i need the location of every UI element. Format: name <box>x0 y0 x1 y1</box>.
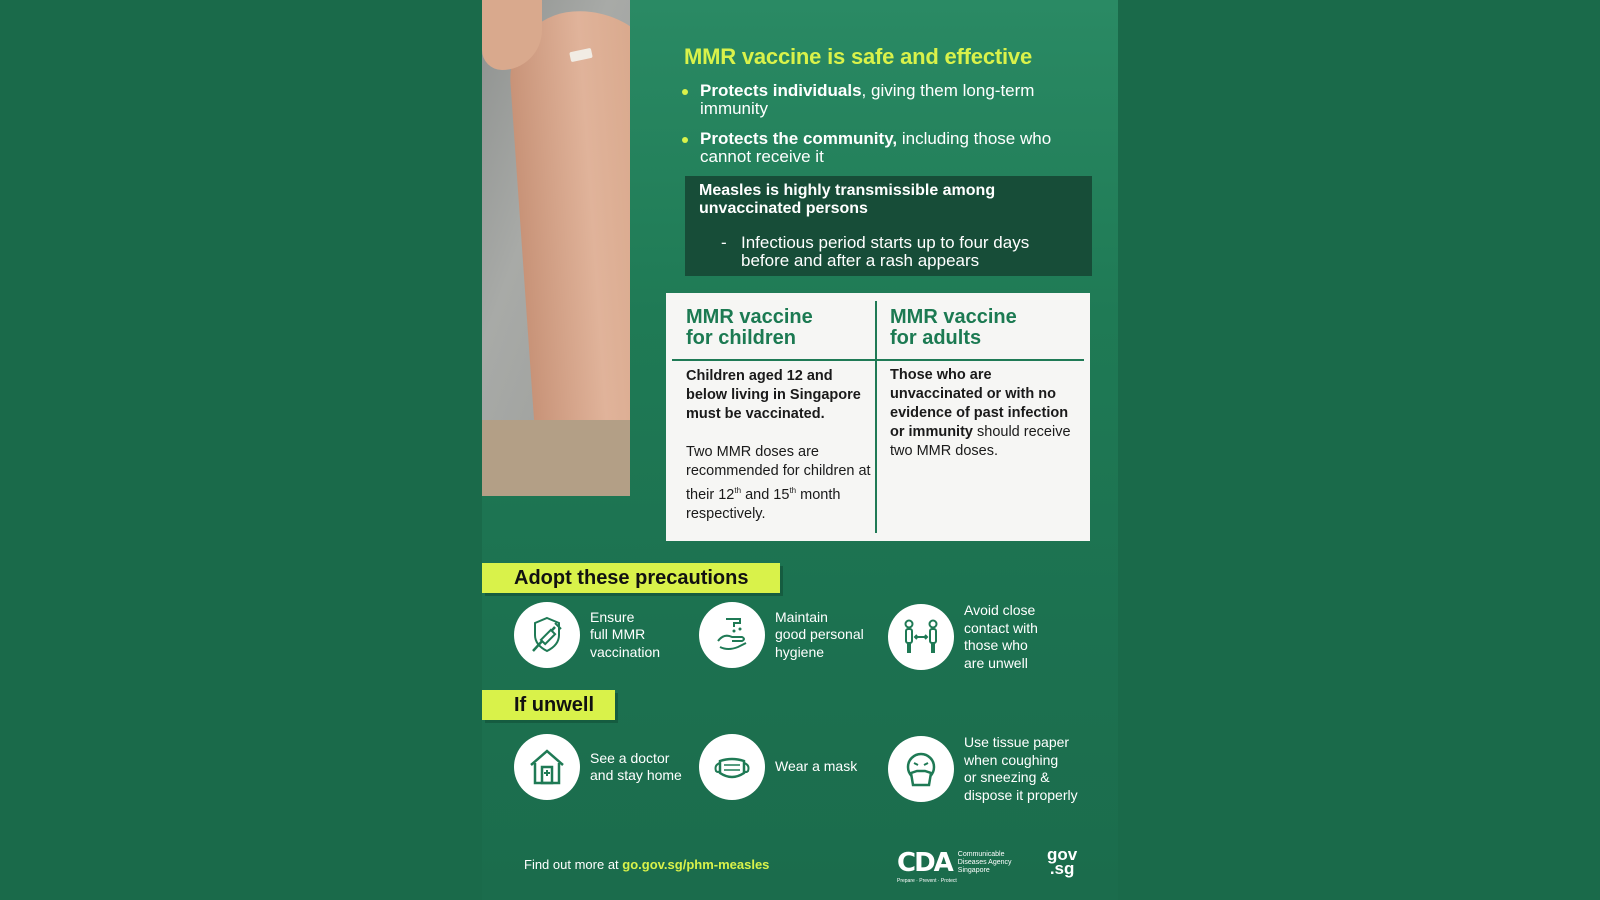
label-line: Wear a mask <box>775 758 858 775</box>
precaution-label <box>964 602 1038 672</box>
pants <box>482 420 630 496</box>
benefit-rest: , giving them long-term immunity <box>700 81 1035 118</box>
label-line: vaccination <box>590 643 661 660</box>
footer-prefix: Find out more at <box>524 857 623 872</box>
unwell-icon-circle <box>514 734 580 800</box>
precaution-icon-circle <box>514 602 580 668</box>
arm-photo <box>482 0 630 496</box>
headline: MMR vaccine is safe and effective <box>684 44 1032 69</box>
adults-header <box>890 307 1017 349</box>
adults-header-line: MMR vaccine <box>890 306 1017 328</box>
benefit-bold: Protects the community, <box>700 129 898 148</box>
precaution-item <box>514 602 660 668</box>
unwell-item <box>514 734 682 800</box>
gov-logo-line: .sg <box>1049 859 1075 878</box>
benefit-item <box>682 130 1092 166</box>
footer-cta <box>524 857 769 872</box>
adults-recommendation: should receive two MMR doses. <box>890 424 1071 459</box>
adults-header-line: for adults <box>890 327 982 349</box>
home-icon <box>525 745 569 789</box>
label-line: and stay home <box>590 767 682 783</box>
measles-box-detail: Infectious period starts up to four days before and after a rash appears <box>741 233 1030 270</box>
label-line: See a doctor <box>590 749 670 766</box>
benefit-bold: Protects individuals <box>700 81 862 100</box>
adults-body <box>890 366 1086 461</box>
unwell-item <box>888 734 1078 804</box>
precautions-heading: Adopt these precautions <box>482 563 780 593</box>
precaution-item <box>888 602 1038 672</box>
distancing-icon <box>899 615 943 659</box>
precaution-item <box>699 602 864 668</box>
label-line: full MMR <box>590 626 646 643</box>
label-line: Ensure <box>590 608 635 625</box>
precaution-icon-circle <box>888 604 954 670</box>
precaution-icon-circle <box>699 602 765 668</box>
label-line: dispose it properly <box>964 786 1078 803</box>
children-requirement: Children aged 12 and below living in Singapore must be vaccinated. <box>686 368 861 422</box>
precaution-label <box>775 609 864 662</box>
benefit-list <box>682 82 1092 178</box>
tissue-sneeze-icon <box>899 747 943 791</box>
measles-info-box <box>685 176 1092 276</box>
measles-box-title: Measles is highly transmissible among unvaccinated persons <box>699 182 996 217</box>
precaution-label <box>590 609 660 662</box>
if-unwell-heading: If unwell <box>482 690 615 720</box>
table-divider-vertical <box>875 301 877 533</box>
label-line: Avoid close <box>964 602 1036 618</box>
ordinal-suffix: th <box>734 486 742 495</box>
cda-name-line: Diseases Agency <box>957 859 1012 866</box>
benefit-item <box>682 82 1092 118</box>
children-body <box>686 367 872 524</box>
label-line: contact with <box>964 619 1038 636</box>
gov-logo-line: gov <box>1047 845 1078 864</box>
dose-text: Two MMR doses are recommended for children at their 12 <box>686 444 871 503</box>
label-line: when coughing <box>964 751 1059 768</box>
measles-info-link[interactable]: go.gov.sg/phm-measles <box>622 857 770 872</box>
unwell-label <box>964 734 1078 804</box>
vaccine-table <box>666 293 1090 541</box>
cda-name-line: Communicable <box>957 851 1005 858</box>
cda-mark: CDA <box>897 848 952 878</box>
measles-box-detail-row <box>699 234 1078 270</box>
children-header-line: MMR vaccine <box>686 306 813 328</box>
label-line: are unwell <box>964 654 1028 671</box>
label-line: those who <box>964 637 1028 653</box>
cda-name <box>958 851 1012 875</box>
label-line: Maintain <box>775 608 828 625</box>
label-line: good personal <box>775 626 864 643</box>
cda-name-line: Singapore <box>957 867 990 874</box>
dose-text: and 15 <box>741 486 790 503</box>
measles-poster <box>482 0 1118 900</box>
benefit-rest: including those who cannot receive it <box>700 129 1052 166</box>
syringe-shield-icon <box>525 613 569 657</box>
mask-icon <box>710 745 754 789</box>
govsg-logo <box>1047 845 1078 878</box>
cda-tagline: Prepare · Prevent · Protect <box>897 878 957 884</box>
unwell-item <box>699 734 857 800</box>
children-dose-schedule <box>686 443 872 524</box>
children-header <box>686 307 813 349</box>
cda-logo <box>897 848 1012 884</box>
ordinal-suffix: th <box>789 486 797 495</box>
dose-text: month respectively. <box>686 486 841 522</box>
unwell-icon-circle <box>888 736 954 802</box>
label-line: hygiene <box>775 643 825 660</box>
adults-requirement: Those who are unvaccinated or with no evidence of past infection or immunity <box>890 367 1069 440</box>
children-header-line: for children <box>686 327 797 349</box>
handwashing-icon <box>710 613 754 657</box>
label-line: Use tissue paper <box>964 734 1070 750</box>
table-divider-horizontal <box>672 359 1084 361</box>
unwell-label <box>775 758 857 776</box>
label-line: or sneezing & <box>964 769 1050 785</box>
dash: - <box>721 233 727 252</box>
unwell-icon-circle <box>699 734 765 800</box>
unwell-label <box>590 750 682 785</box>
